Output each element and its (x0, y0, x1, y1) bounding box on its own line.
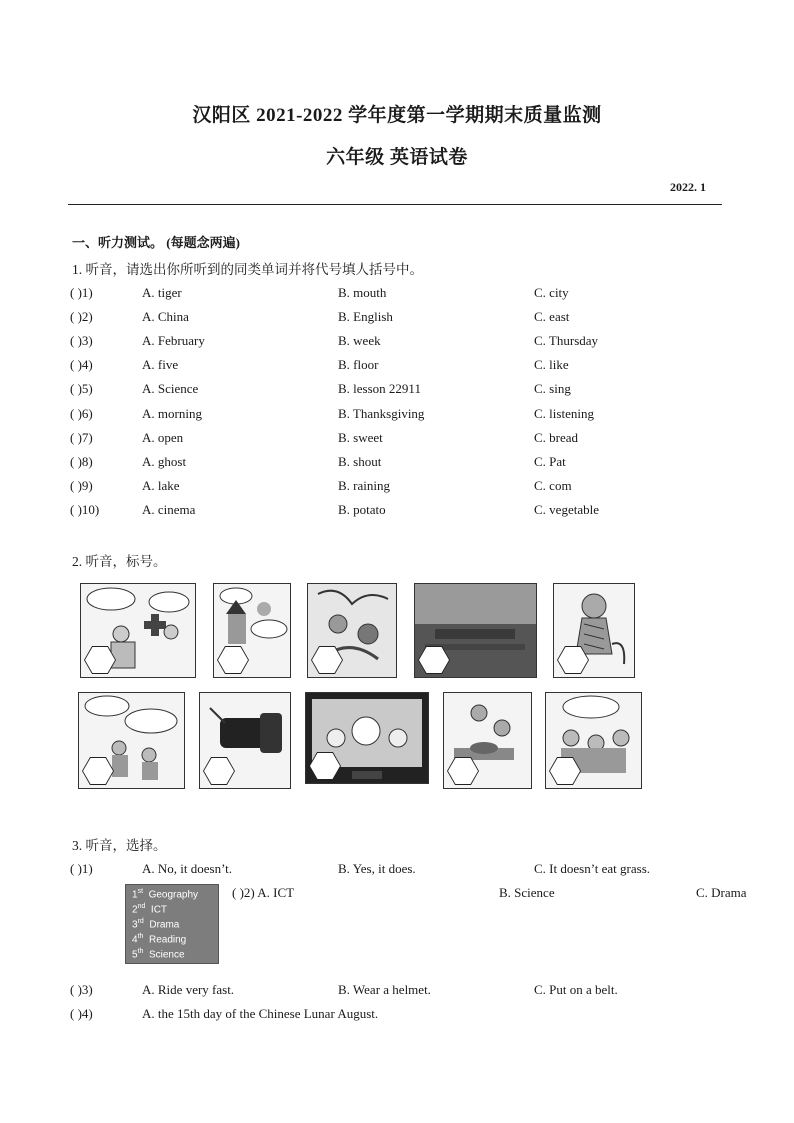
q3-row (70, 982, 770, 1002)
exam-subtitle: 六年级 英语试卷 (326, 147, 468, 168)
schedule-row: 3rd Drama (132, 918, 180, 931)
picture-microphone (199, 692, 291, 789)
q2-instruction: 2. 听音，标号。 (72, 554, 167, 569)
q1-row (70, 478, 770, 498)
option-c: C. com (534, 478, 572, 493)
picture-family-dinner (443, 692, 532, 789)
option-b: B. raining (338, 478, 390, 493)
option-c: C. Pat (534, 454, 566, 469)
answer-blank[interactable]: ( )4) (70, 357, 93, 372)
option-a: A. Science (142, 381, 199, 396)
option-c: C. sing (534, 381, 571, 396)
header-divider (68, 204, 722, 205)
option-b: B. Science (499, 885, 555, 900)
section-heading: 一、听力测试。 (每题念两遍) (72, 235, 240, 250)
schedule-row: 2nd ICT (132, 903, 168, 916)
option-c: C. Drama (696, 885, 747, 900)
option-a: A. February (142, 333, 205, 348)
option-c: C. bread (534, 430, 579, 445)
q1-row (70, 502, 770, 522)
option-b: B. lesson 22911 (338, 381, 421, 396)
schedule-row: 1st Geography (132, 888, 199, 901)
option-a: A. morning (142, 406, 202, 421)
option-b: B. week (338, 333, 381, 348)
picture-kids-playing (78, 692, 185, 789)
option-b: B. potato (338, 502, 386, 517)
option-b: B. sweet (338, 430, 383, 445)
answer-blank[interactable]: ( )6) (70, 406, 93, 421)
picture-doctor-scene (80, 583, 196, 678)
exam-title: 汉阳区 2021-2022 学年度第一学期期末质量监测 (192, 105, 602, 126)
q3-instruction: 3. 听音，选择。 (72, 838, 167, 853)
answer-blank[interactable]: ( )3) (70, 333, 93, 348)
picture-halloween-scene (213, 583, 291, 678)
q1-row (70, 309, 770, 329)
answer-blank[interactable]: ( )1) (70, 861, 93, 876)
option-c: C. vegetable (534, 502, 599, 517)
schedule-row: 5th Science (132, 948, 185, 961)
answer-blank[interactable]: ( )2) (70, 309, 93, 324)
option-c: C. listening (534, 406, 594, 421)
option-a: A. China (142, 309, 189, 324)
option-c: C. east (534, 309, 570, 324)
q3-row (70, 1006, 770, 1026)
picture-tiger-scene (553, 583, 635, 678)
q3-row2-prefix[interactable]: ( )2) A. ICT (232, 885, 295, 900)
exam-date: 2022. 1 (670, 180, 706, 194)
answer-blank[interactable]: ( )3) (70, 982, 93, 997)
q1-row (70, 406, 770, 426)
option-a: A. lake (142, 478, 180, 493)
answer-blank[interactable]: ( )1) (70, 285, 93, 300)
q1-row (70, 285, 770, 305)
option-a: A. cinema (142, 502, 196, 517)
q1-row (70, 333, 770, 353)
option-b: B. English (338, 309, 393, 324)
option-a: A. Ride very fast. (142, 982, 235, 997)
option-b: B. Thanksgiving (338, 406, 425, 421)
q1-instruction: 1. 听音，请选出你所听到的同类单词并将代号填人括号中。 (72, 262, 423, 277)
picture-forbidden-city-photo (414, 583, 537, 678)
answer-blank[interactable]: ( )7) (70, 430, 93, 445)
option-c: C. Thursday (534, 333, 599, 348)
option-c: C. like (534, 357, 569, 372)
option-c: C. Put on a belt. (534, 982, 618, 997)
q1-row (70, 381, 770, 401)
option-a: A. No, it doesn’t. (142, 861, 233, 876)
picture-crowd-scene (545, 692, 642, 789)
q1-row (70, 454, 770, 474)
option-a: A. ghost (142, 454, 187, 469)
option-b: B. Yes, it does. (338, 861, 416, 876)
answer-blank[interactable]: ( )5) (70, 381, 93, 396)
q1-row (70, 357, 770, 377)
class-schedule-image (125, 884, 219, 964)
option-c: C. It doesn’t eat grass. (534, 861, 651, 876)
q3-row (70, 861, 770, 881)
option-a: A. tiger (142, 285, 182, 300)
option-c: C. city (534, 285, 569, 300)
picture-tv-cartoon (305, 692, 429, 784)
option-a: A. the 15th day of the Chinese Lunar August. (142, 1006, 379, 1021)
option-a: A. open (142, 430, 184, 445)
option-b: B. floor (338, 357, 379, 372)
option-b: B. mouth (338, 285, 387, 300)
answer-blank[interactable]: ( )4) (70, 1006, 93, 1021)
option-b: B. shout (338, 454, 382, 469)
answer-blank[interactable]: ( )9) (70, 478, 93, 493)
picture-forest-scene (307, 583, 397, 678)
option-a: A. five (142, 357, 179, 372)
answer-blank[interactable]: ( )10) (70, 502, 100, 517)
schedule-row: 4th Reading (132, 933, 187, 946)
q1-row (70, 430, 770, 450)
option-b: B. Wear a helmet. (338, 982, 431, 997)
answer-blank[interactable]: ( )8) (70, 454, 93, 469)
